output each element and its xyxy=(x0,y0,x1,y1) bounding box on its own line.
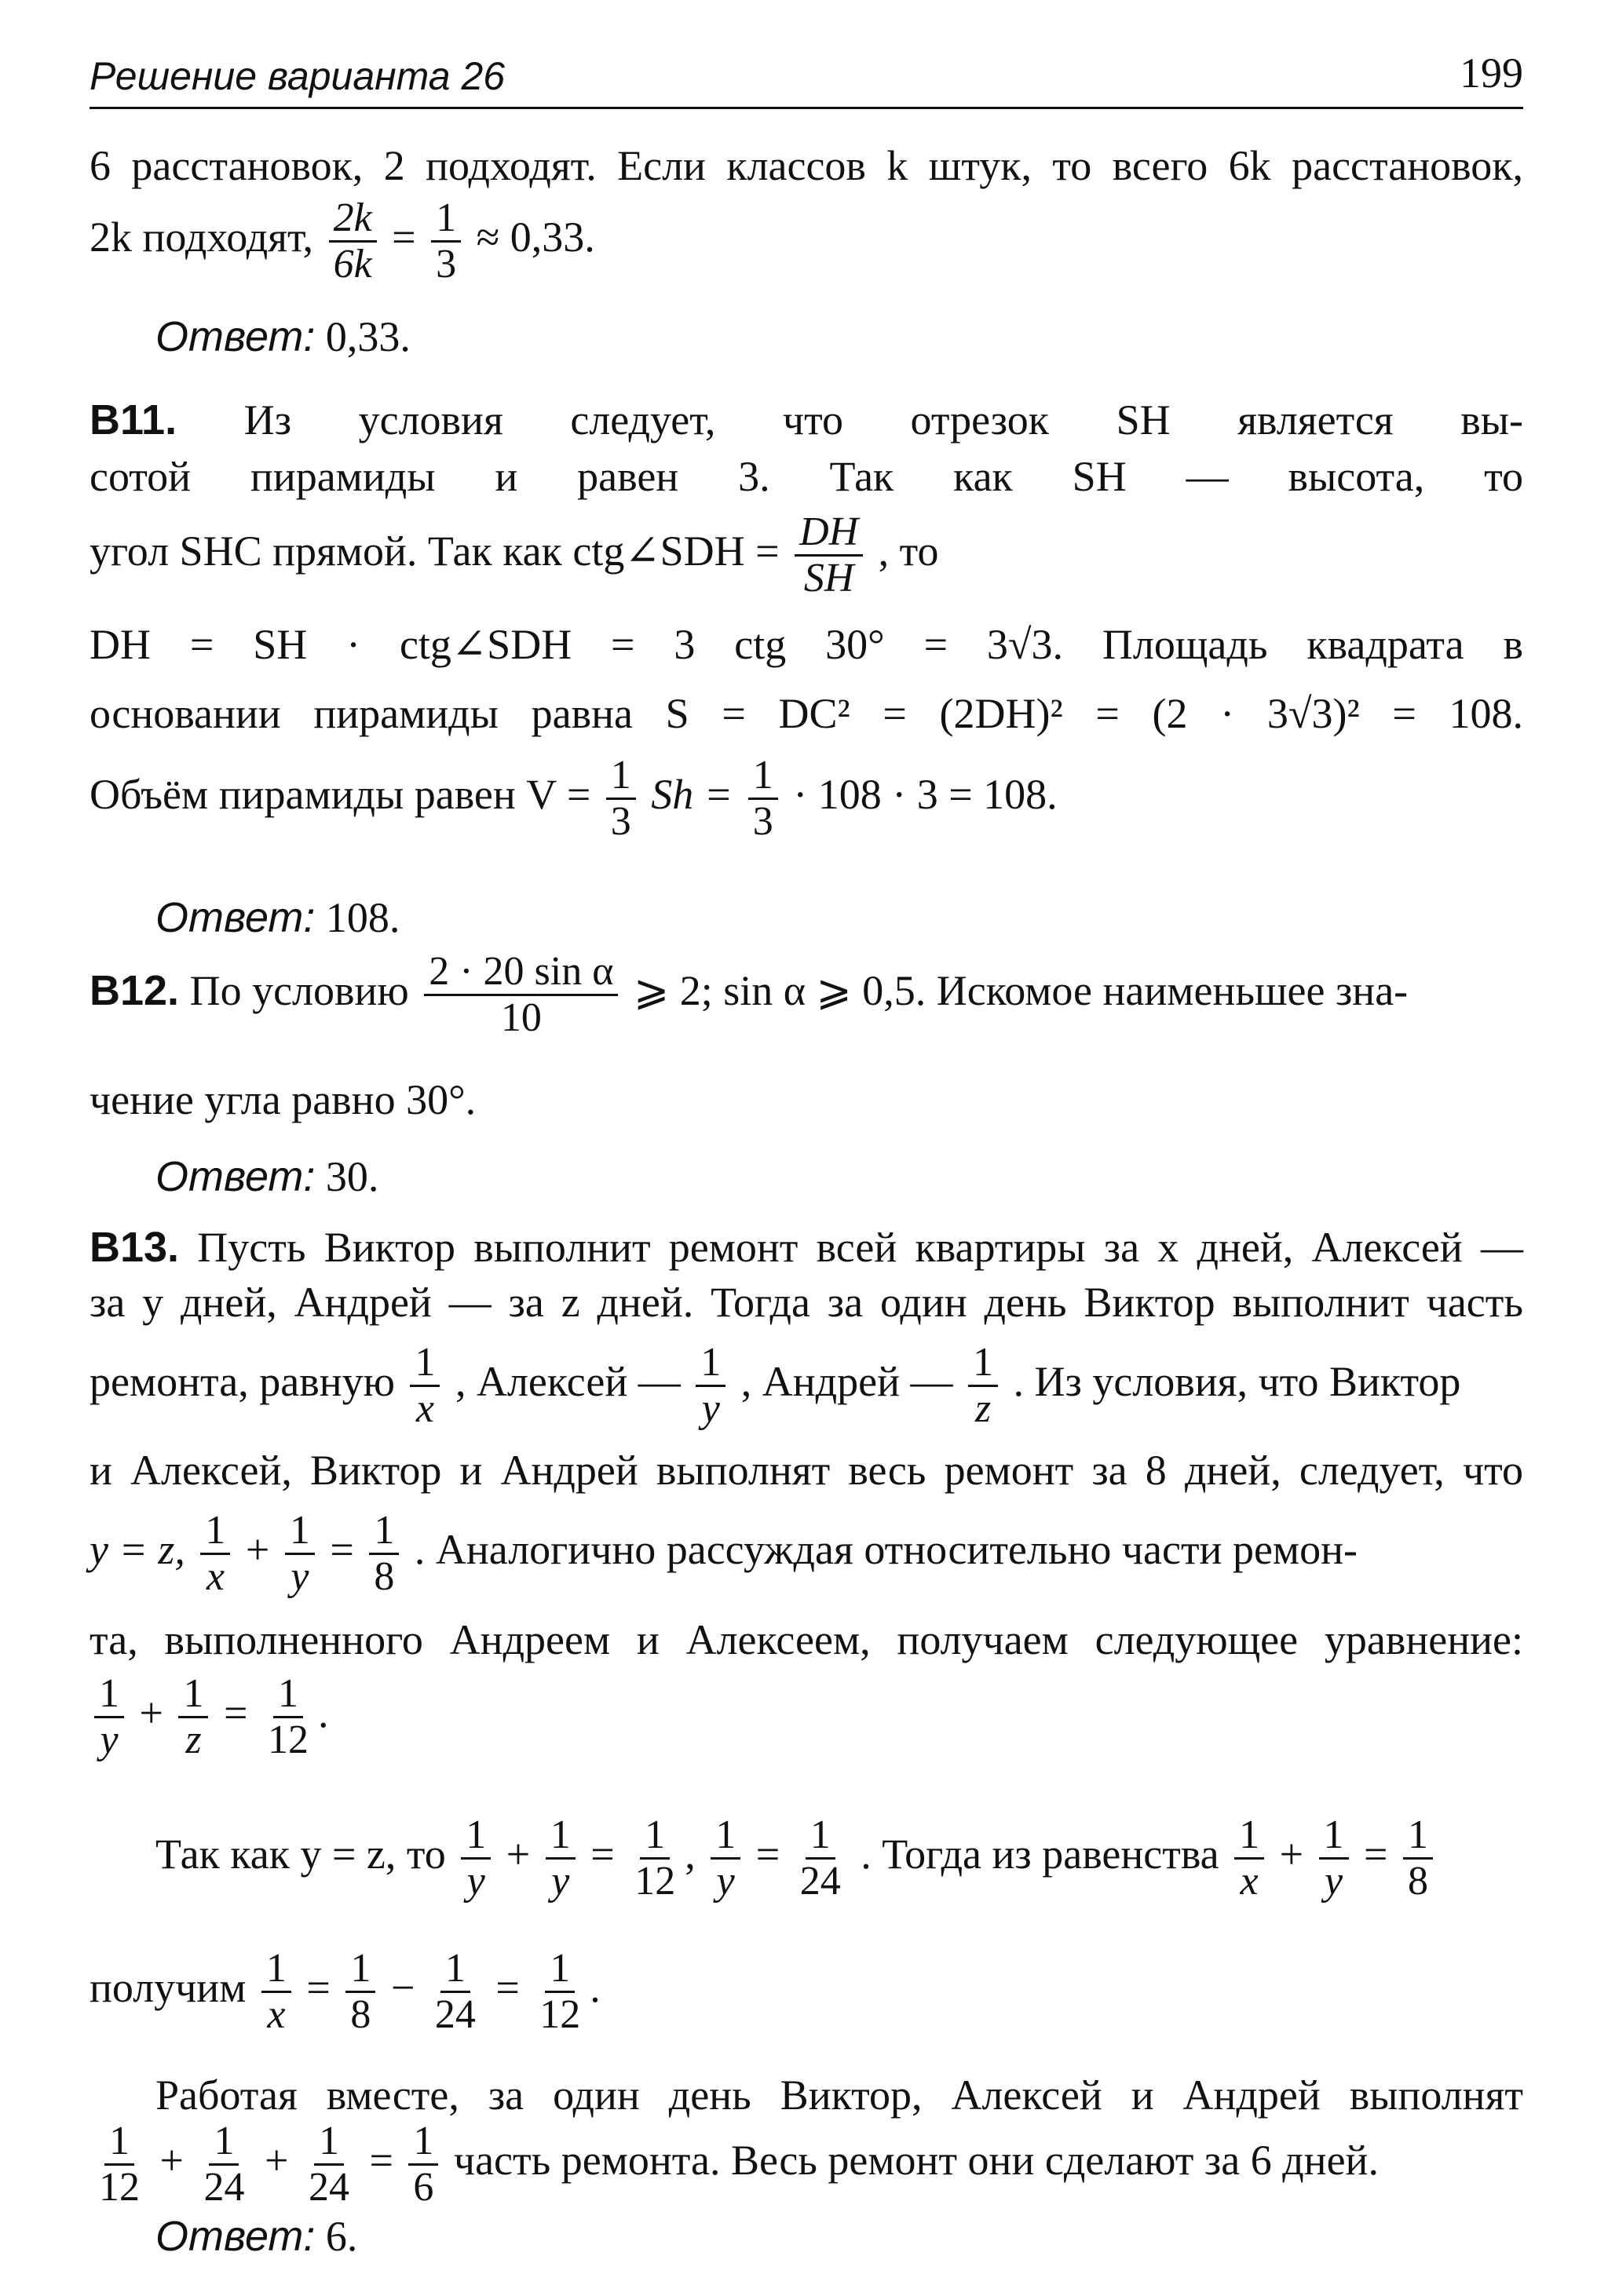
fraction: $\frac{1}{12}$ xyxy=(99,2119,140,2210)
fraction: $\frac{1}{y}$ xyxy=(285,1509,315,1599)
answer-value: 6. xyxy=(325,2213,358,2260)
fraction: $\frac{1}{3}$ xyxy=(431,196,461,287)
fraction: $\frac{1}{12}$ xyxy=(267,1671,309,1763)
text-line: B11. Из условия следует, что отрезок SH является вы- xyxy=(90,396,1523,444)
answer-label: Ответ: xyxy=(155,1153,316,1200)
page-header xyxy=(90,47,1523,109)
fraction: $\frac{1}{3}$ xyxy=(748,754,778,844)
answer-line xyxy=(155,311,411,364)
answer-line xyxy=(155,1151,378,1204)
text-line: DH = SH · ctg∠SDH = 3 ctg 30° = 3√3. Площадь квадрата в xyxy=(90,621,1523,668)
problem-label: B12. xyxy=(90,967,180,1015)
answer-label: Ответ: xyxy=(155,313,316,360)
text-line: за y дней, Андрей — за z дней. Тогда за один день Виктор выполнит часть xyxy=(90,1279,1523,1326)
text-line: 6 расстановок, 2 подходят. Если классов k штук, то всего 6k расстановок, xyxy=(90,142,1523,189)
text-line: y = z, $\frac{1}{x}$ + $\frac{1}{y}$ = $\frac{1}{8}$ . Аналогично рассуждая относительно части ремон- xyxy=(90,1508,1358,1600)
fraction: $\frac{1}{y}$ xyxy=(546,1813,576,1904)
fraction: $\frac{1}{y}$ xyxy=(696,1341,725,1431)
textbook-page xyxy=(90,47,1523,2261)
running-title: Решение варианта 26 xyxy=(90,54,506,98)
fraction: $\frac{1}{x}$ xyxy=(1234,1813,1264,1904)
fraction: $\frac{1}{y}$ xyxy=(461,1813,491,1904)
answer-line xyxy=(155,2210,357,2264)
text-line: угол SHC прямой. Так как ctg∠SDH = $\frac{DH}{SH}$ , то xyxy=(90,509,939,601)
fraction: $\frac{DH}{SH}$ xyxy=(795,510,863,600)
answer-value: 30. xyxy=(325,1153,379,1200)
fraction: $\frac{1}{24}$ xyxy=(799,1812,841,1904)
answer-value: 108. xyxy=(325,894,400,941)
equation-line: $\frac{1}{y}$ + $\frac{1}{z}$ = $\frac{1}{12}$ . xyxy=(90,1672,1523,1762)
text-line: Объём пирамиды равен V = $\frac{1}{3}$ Sh = $\frac{1}{3}$ · 108 · 3 = 108. xyxy=(90,753,1058,845)
text-line: и Алексей, Виктор и Андрей выполнят весь ремонт за 8 дней, следует, что xyxy=(90,1447,1523,1494)
fraction: $\frac{1}{y}$ xyxy=(94,1672,124,1762)
answer-value: 0,33. xyxy=(325,313,411,360)
text-line: Работая вместе, за один день Виктор, Алексей и Андрей выполнят xyxy=(155,2072,1523,2119)
text-line: основании пирамиды равна S = DC² = (2DH)² = (2 · 3√3)² = 108. xyxy=(90,690,1523,737)
fraction: $\frac{\text{2 · 20 sin α}}{10}$ xyxy=(424,950,618,1040)
fraction: $\frac{2k}{6k}$ xyxy=(329,196,377,287)
fraction: $\frac{1}{8}$ xyxy=(345,1947,375,2037)
fraction: $\frac{1}{8}$ xyxy=(1403,1813,1433,1904)
fraction: $\frac{1}{x}$ xyxy=(410,1341,440,1431)
fraction: $\frac{1}{y}$ xyxy=(711,1813,740,1904)
text-line: B13. Пусть Виктор выполнит ремонт всей квартиры за x дней, Алексей — xyxy=(90,1224,1523,1271)
fraction: $\frac{1}{8}$ xyxy=(369,1509,399,1599)
fraction: $\frac{1}{24}$ xyxy=(308,2119,349,2210)
text-line: та, выполненного Андреем и Алексеем, получаем следующее уравнение: xyxy=(90,1616,1523,1663)
text-line: Так как y = z, то $\frac{1}{y}$ + $\frac{1}{y}$ = $\frac{1}{12}$ , $\frac{1}{y}$ = $\frac{1}{24}$ . Тогда из равенства $\frac{1}{x}$ + $\frac{1}{y}$ = $\frac{1}{8}$ xyxy=(155,1813,1523,1904)
fraction: $\frac{1}{y}$ xyxy=(1319,1813,1349,1904)
text-line: 2k подходят, $\frac{2k}{6k}$ = $\frac{1}{3}$ ≈ 0,33. xyxy=(90,195,595,287)
fraction: $\frac{1}{12}$ xyxy=(539,1946,581,2038)
answer-line xyxy=(155,892,400,945)
page-number: 199 xyxy=(1460,49,1523,97)
fraction: $\frac{1}{z}$ xyxy=(968,1341,998,1431)
fraction: $\frac{1}{6}$ xyxy=(408,2119,438,2210)
fraction: $\frac{1}{12}$ xyxy=(634,1812,676,1904)
answer-label: Ответ: xyxy=(155,894,316,941)
answer-label: Ответ: xyxy=(155,2213,316,2260)
fraction: $\frac{1}{z}$ xyxy=(178,1672,208,1762)
fraction: $\frac{1}{3}$ xyxy=(606,754,636,844)
text-line: B12. По условию $\frac{\text{2 · 20 sin α}}{10}$ ⩾ 2; sin α ⩾ 0,5. Искомое наименьшее зна- xyxy=(90,949,1409,1041)
problem-label: B13. xyxy=(90,1224,180,1271)
fraction: $\frac{1}{24}$ xyxy=(203,2119,245,2210)
text-line: сотой пирамиды и равен 3. Так как SH — высота, то xyxy=(90,453,1523,500)
text-line: $\frac{1}{12}$ + $\frac{1}{24}$ + $\frac{1}{24}$ = $\frac{1}{6}$ часть ремонта. Весь ремонт они сделают за 6 дней. xyxy=(90,2119,1523,2210)
text-line: получим $\frac{1}{x}$ = $\frac{1}{8}$ − $\frac{1}{24}$ = $\frac{1}{12}$ . xyxy=(90,1946,601,2038)
text-line: чение угла равно 30°. xyxy=(90,1076,477,1123)
problem-label: B11. xyxy=(90,396,177,444)
fraction: $\frac{1}{24}$ xyxy=(434,1946,476,2038)
text-line: ремонта, равную $\frac{1}{x}$ , Алексей — $\frac{1}{y}$ , Андрей — $\frac{1}{z}$ . Из условия, что Виктор xyxy=(90,1340,1461,1432)
fraction: $\frac{1}{x}$ xyxy=(261,1947,291,2037)
fraction: $\frac{1}{x}$ xyxy=(200,1509,230,1599)
